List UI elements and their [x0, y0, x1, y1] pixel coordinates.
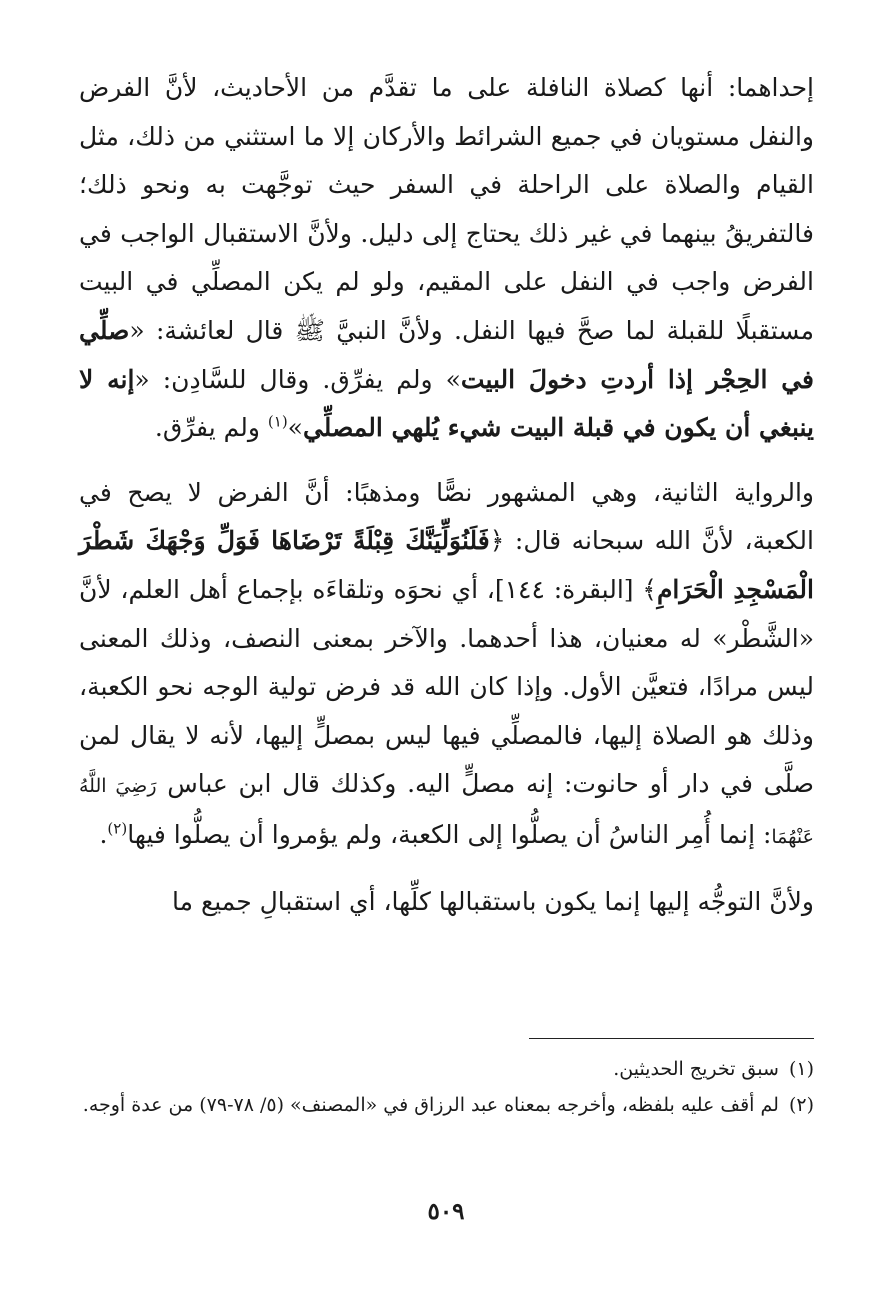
page-number: ٥٠٩: [427, 1198, 465, 1225]
hadith-quote: صلِّي في الحِجْر إذا أردتِ دخولَ البيت: [79, 315, 814, 394]
footnote-number: (٢): [788, 1094, 814, 1116]
footnote-marker[interactable]: (٢): [107, 819, 128, 838]
paragraph-text: إحداهما: أنها كصلاة النافلة على ما تقدَّم من الأحاديث، لأنَّ الفرض والنفل مستويان في جميع الشرائط والأركان إلا ما استثني من ذلك، مثل القيام والصلاة على الراحلة في السفر حيث توجَّهت به ونحو ذلك؛ فالتفريقُ بينهما في غير ذلك يحتاج إلى دليل. ولأنَّ الاستقبال الواجب في الفرض واجب في النفل على المقيم، ولو لم يكن المصلِّي في البيت مستقبلًا للقبلة لما صحَّ فيها النفل. ولأنَّ النبيَّ ﷺ قال لعائشة: «: [79, 73, 814, 345]
footnote-divider: [529, 1038, 814, 1039]
paragraph-third: [79, 878, 814, 927]
footnote-text: لم أقف عليه بلفظه، وأخرجه بمعناه عبد الرزاق في «المصنف» (٥/ ٧٨-٧٩) من عدة أوجه.: [82, 1094, 779, 1116]
footnote-number: (١): [788, 1058, 814, 1080]
paragraph-text: .: [99, 819, 108, 849]
footnote-1: [79, 1051, 814, 1087]
main-text: [79, 64, 814, 926]
paragraph-second-narration: [79, 469, 814, 862]
footnote-marker[interactable]: (١): [267, 412, 288, 431]
hadith-quote: إنه لا ينبغي أن يكون في قبلة البيت شيء يُلهي المصلِّي: [79, 364, 814, 443]
footnote-2: [79, 1087, 814, 1123]
paragraph-text: » ولم يفرِّق. وقال للسَّادِن: «: [134, 364, 461, 394]
paragraph-text: ﴾ [البقرة: ١٤٤]، أي نحوَه وتلقاءَه بإجماع أهل العلم، لأنَّ «الشَّطْر» له معنيان، هذا أحدهما. والآخر بمعنى النصف، وذلك المعنى ليس مرادًا، فتعيَّن الأول. وإذا كان الله قد فرض تولية الوجه نحو الكعبة، وذلك هو الصلاة إليها، فالمصلِّي فيها ليس بمصلٍّ إليها، لأنه لا يقال لمن صلَّى في دار أو حانوت: إنه مصلٍّ اليه. وكذلك قال ابن عباس: [79, 574, 814, 799]
footnotes-section: [79, 1038, 814, 1123]
paragraph-text: ولأنَّ التوجُّه إليها إنما يكون باستقبالها كلِّها، أي استقبالِ جميع ما: [171, 886, 814, 916]
paragraph-text: ولم يفرِّق.: [154, 413, 268, 443]
paragraph-text: »: [287, 413, 303, 443]
paragraph-first-narration: [79, 64, 814, 453]
paragraph-text: : إنما أُمِر الناسُ أن يصلُّوا إلى الكعبة، ولم يؤمروا أن يصلُّوا فيها: [127, 819, 772, 849]
paragraph-text: والرواية الثانية، وهي المشهور نصًّا ومذهبًا: أنَّ الفرض لا يصح في الكعبة، لأنَّ الله سبحانه قال: ﴿: [79, 477, 814, 556]
quran-verse: فَلَنُوَلِّيَنَّكَ قِبْلَةً تَرْضَاهَا فَوَلِّ وَجْهَكَ شَطْرَ الْمَسْجِدِ الْحَرَامِ: [79, 526, 814, 604]
footnote-text: سبق تخريج الحديثين.: [613, 1058, 779, 1080]
honorific-phrase: رَضِيَ اللَّهُ عَنْهُمَا: [79, 775, 814, 848]
